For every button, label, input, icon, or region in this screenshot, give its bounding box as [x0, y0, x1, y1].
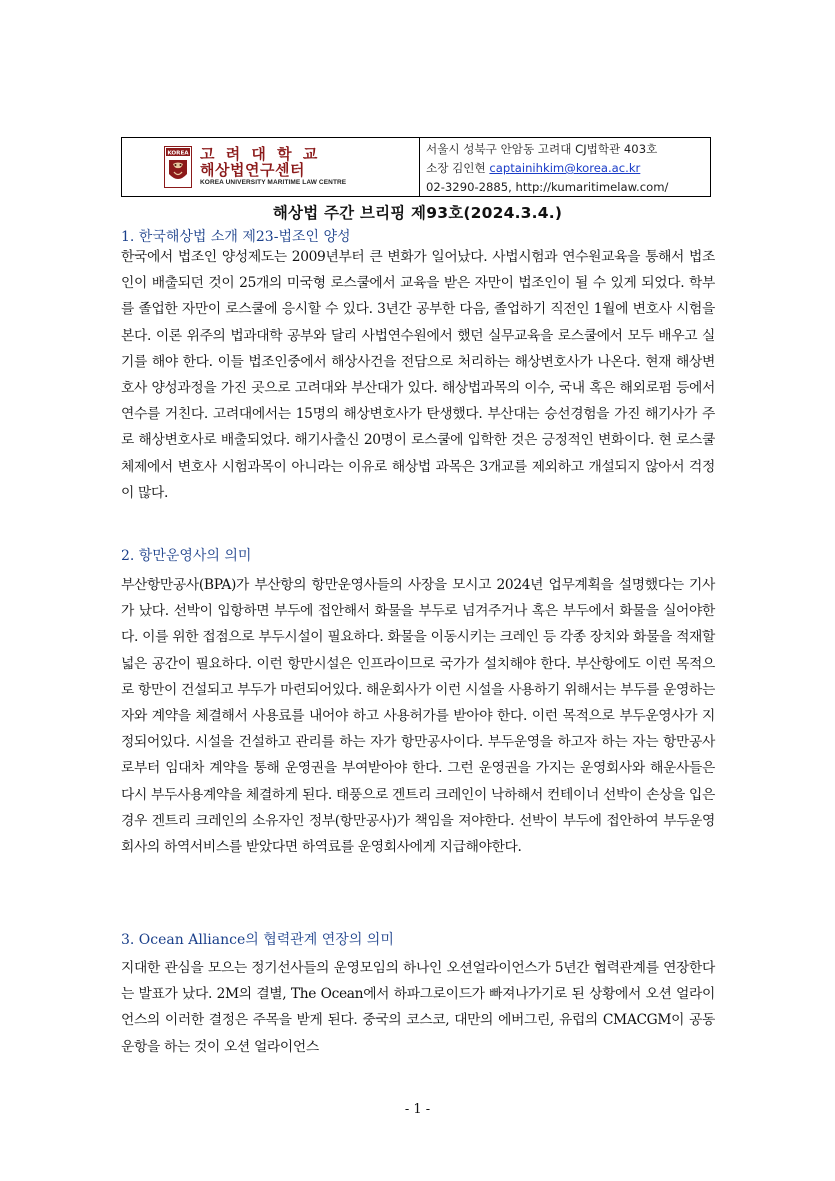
emblem-label: KOREA [167, 150, 189, 157]
section-3-body: 지대한 관심을 모으는 정기선사들의 운영모임의 하나인 오션얼라이언스가 5년간 협력관계를 연장한다는 발표가 났다. 2M의 결별, The Ocean에서 하파그로이드가 빠져나가기로 된 상황에서 오션 얼라이언스의 이러한 결정은 주목을 받게 된다. 중국의 코스코, 대만의 에버그린, 유럽의 CMACGM이 공동운항을 하는 것이 오션 얼라이언스 [121, 960, 715, 1055]
director-label: 소장 김인현 [426, 161, 490, 175]
section-3-heading: 3. Ocean Alliance의 협력관계 연장의 의미 [121, 932, 394, 948]
director-line [426, 159, 710, 178]
section-2-body: 부산항만공사(BPA)가 부산항의 항만운영사들의 사장을 모시고 2024년 업무계획을 설명했다는 기사가 났다. 선박이 입항하면 부두에 접안해서 화물을 부두로 넘겨주거나 혹은 부두에서 화물을 실어야한다. 이를 위한 접점으로 부두시설이 필요하다. 화물을 이동시키는 크레인 등 각종 장치와 화물을 적재할 넓은 공간이 필요하다. 이런 항만시설은 인프라이므로 국가가 설치해야 한다. 부산항에도 이런 목적으로 항만이 건설되고 부두가 마련되어있다. 해운회사가 이런 시설을 사용하기 위해서는 부두를 운영하는 자와 계약을 체결해서 사용료를 내어야 하고 사용허가를 받아야 한다. 이런 목적으로 부두운영사가 지정되어있다. 시설을 건설하고 관리를 하는 자가 항만공사이다. 부두운영을 하고자 하는 자는 항만공사로부터 임대차 계약을 통해 운영권을 부여받아야 한다. 그런 운영권을 가지는 운영회사와 해운사들은 다시 부두사용계약을 체결하게 된다. 태풍으로 겐트리 크레인이 낙하해서 컨테이너 선박이 손상을 입은 경우 겐트리 크레인의 소유자인 정부(항만공사)가 책임을 져야한다. 선박이 부두에 접안하여 부두운영회사의 하역서비스를 받았다면 하역료를 운영회사에게 지급해야한다. [121, 577, 715, 856]
phone-website-line: 02-3290-2885, http://kumaritimelaw.com/ [426, 180, 669, 194]
document-title: 해상법 주간 브리핑 제93호(2024.3.4.) [272, 204, 563, 222]
page-number: - 1 - [404, 1102, 431, 1117]
letterhead-box [121, 137, 711, 197]
center-name-english: KOREA UNIVERSITY MARITIME LAW CENTRE [200, 179, 347, 187]
university-emblem-icon [164, 146, 192, 188]
address-line: 서울시 성북구 안암동 고려대 CJ법학관 403호 [426, 142, 658, 156]
university-name: 고 려 대 학 교 [200, 144, 321, 163]
email-link[interactable]: captainihkim@korea.ac.kr [489, 161, 641, 175]
section-1-heading: 1. 한국해상법 소개 제23-법조인 양성 [121, 229, 351, 245]
section-2-heading: 2. 항만운영사의 의미 [121, 548, 252, 564]
contact-info [420, 138, 710, 196]
section-1-body: 한국에서 법조인 양성제도는 2009년부터 큰 변화가 일어났다. 사법시험과 연수원교육을 통해서 법조인이 배출되던 것이 25개의 미국형 로스쿨에서 교육을 받은 자만이 법조인이 될 수 있게 되었다. 학부를 졸업한 자만이 로스쿨에 응시할 수 있다. 3년간 공부한 다음, 졸업하기 직전인 1월에 변호사 시험을 본다. 이론 위주의 법과대학 공부와 달리 사법연수원에서 했던 실무교육을 로스쿨에서 모두 배우고 실기를 해야 한다. 이들 법조인중에서 해상사건을 전담으로 처리하는 해상변호사가 나온다. 현재 해상변호사 양성과정을 가진 곳으로 고려대와 부산대가 있다. 해상법과목의 이수, 국내 혹은 해외로펌 등에서 연수를 거친다. 고려대에서는 15명의 해상변호사가 탄생했다. 부산대는 승선경험을 가진 해기사가 주로 해상변호사로 배출되었다. 해기사출신 20명이 로스쿨에 입학한 것은 긍정적인 변화이다. 현 로스쿨 체제에서 변호사 시험과목이 아니라는 이유로 해상법 과목은 3개교를 제외하고 개설되지 않아서 걱정이 많다. [121, 249, 715, 501]
center-name: 해상법연구센터 [200, 160, 305, 179]
center-logo [122, 138, 420, 196]
